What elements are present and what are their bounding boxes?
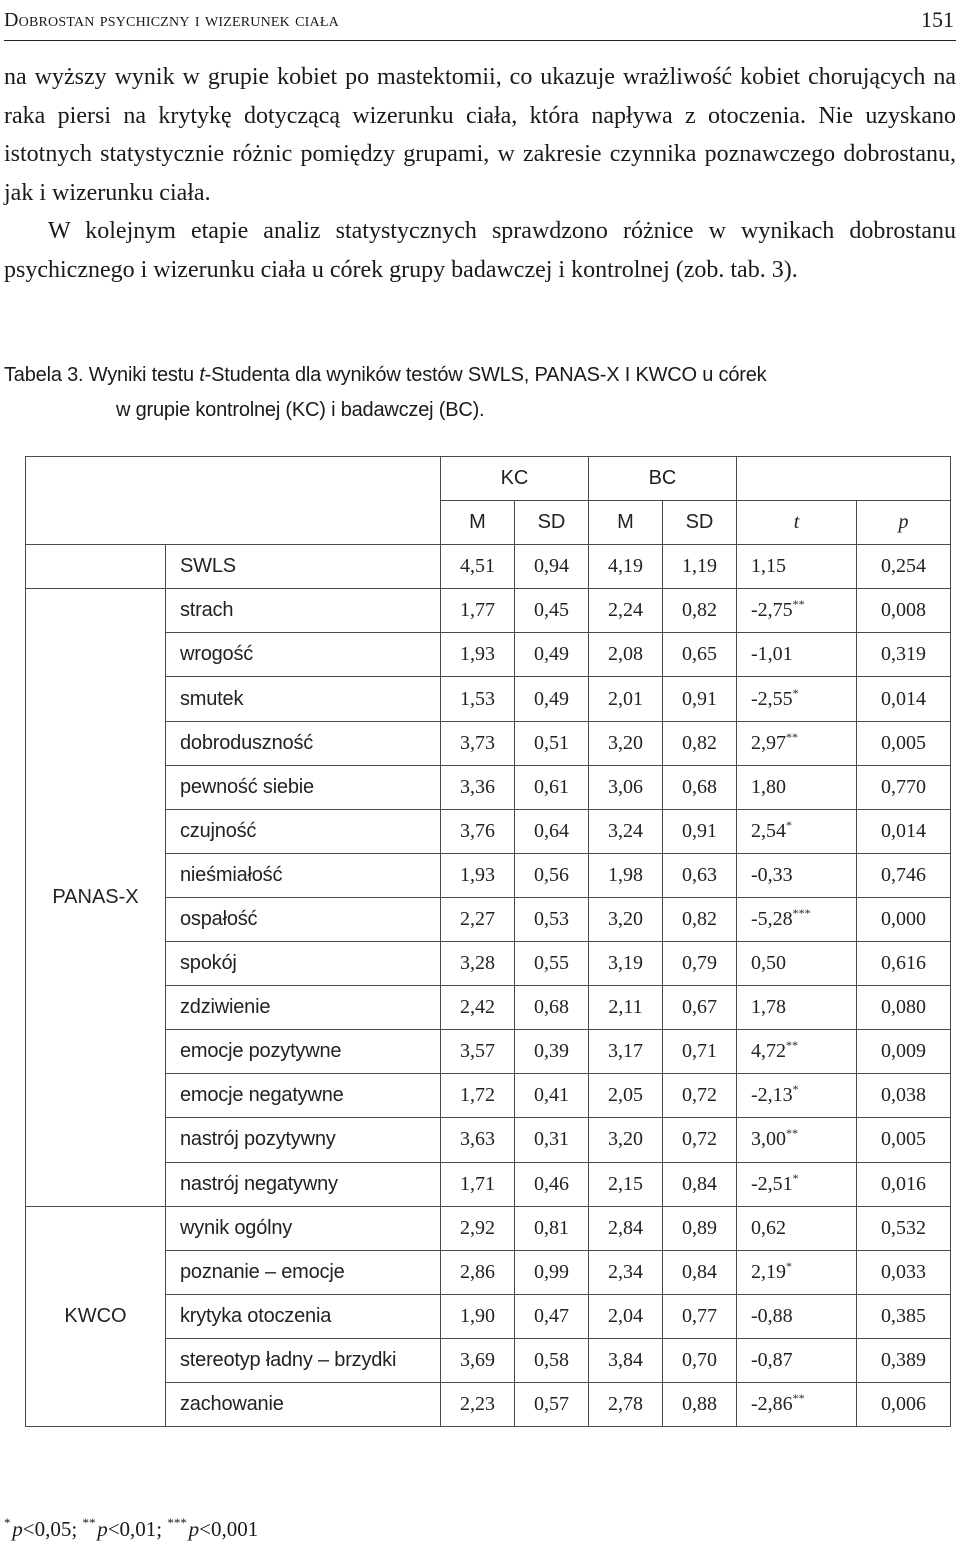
caption-t-italic: t <box>199 364 205 386</box>
t-cell <box>737 545 857 589</box>
t-cell <box>737 677 857 721</box>
m-bc-cell: 3,06 <box>589 765 663 809</box>
row-label: ospałość <box>166 897 441 941</box>
m-bc-cell: 2,24 <box>589 589 663 633</box>
significance-mark: * <box>792 685 799 700</box>
sd-kc-cell: 0,45 <box>515 589 589 633</box>
sd-bc-cell: 0,70 <box>663 1338 737 1382</box>
footnote-value-3: <0,001 <box>199 1517 259 1541</box>
table-row <box>26 545 951 589</box>
col-t: t <box>737 501 857 545</box>
t-cell <box>737 897 857 941</box>
table-corner <box>26 457 441 545</box>
m-kc-cell: 2,42 <box>441 986 515 1030</box>
p-cell: 0,389 <box>857 1338 951 1382</box>
body-text <box>4 58 956 289</box>
t-cell <box>737 986 857 1030</box>
table-body <box>26 545 951 1427</box>
bc-header: BC <box>589 457 737 501</box>
sd-bc-cell: 0,88 <box>663 1382 737 1426</box>
significance-mark: ** <box>792 1391 805 1406</box>
significance-mark: ** <box>786 729 798 744</box>
m-kc-cell: 3,63 <box>441 1118 515 1162</box>
footnote-value-1: <0,05; <box>22 1517 83 1541</box>
t-cell <box>737 765 857 809</box>
t-value: -2,51 <box>751 1172 793 1195</box>
significance-mark: * <box>792 1170 799 1185</box>
t-value: 1,80 <box>751 775 786 798</box>
sd-kc-cell: 0,58 <box>515 1338 589 1382</box>
m-kc-cell: 1,93 <box>441 633 515 677</box>
sd-bc-cell: 1,19 <box>663 545 737 589</box>
footnote-value-2: <0,01; <box>107 1517 168 1541</box>
significance-mark: ** <box>792 597 805 612</box>
significance-mark: ** <box>786 1038 798 1053</box>
footnote-p-1: p <box>12 1517 23 1541</box>
p-cell: 0,009 <box>857 1030 951 1074</box>
sd-kc-cell: 0,47 <box>515 1294 589 1338</box>
group-header-row <box>26 457 951 501</box>
paragraph-2: W kolejnym etapie analiz statystycznych sprawdzono różnice w wynikach dobrostanu psychicznego i wizerunku ciała u córek grupy badawczej i kontrolnej (zob. tab. 3). <box>4 218 956 283</box>
row-label: czujność <box>166 809 441 853</box>
footnote-p-2: p <box>97 1517 108 1541</box>
t-cell <box>737 1030 857 1074</box>
sd-kc-cell: 0,99 <box>515 1250 589 1294</box>
m-bc-cell: 2,11 <box>589 986 663 1030</box>
p-cell: 0,319 <box>857 633 951 677</box>
p-cell: 0,532 <box>857 1206 951 1250</box>
sd-bc-cell: 0,84 <box>663 1162 737 1206</box>
p-cell: 0,746 <box>857 853 951 897</box>
p-cell: 0,005 <box>857 721 951 765</box>
t-cell <box>737 1294 857 1338</box>
m-bc-cell: 2,01 <box>589 677 663 721</box>
sd-kc-cell: 0,31 <box>515 1118 589 1162</box>
t-value: 1,15 <box>751 555 786 578</box>
t-value: -2,86 <box>751 1393 793 1416</box>
header-blank <box>737 457 951 501</box>
m-kc-cell: 1,77 <box>441 589 515 633</box>
sd-kc-cell: 0,68 <box>515 986 589 1030</box>
row-label: strach <box>166 589 441 633</box>
table-row <box>26 1206 951 1250</box>
group-cell-panas: PANAS-X <box>26 589 166 1206</box>
t-cell <box>737 1162 857 1206</box>
sd-bc-cell: 0,82 <box>663 589 737 633</box>
t-cell <box>737 633 857 677</box>
col-m-kc: M <box>441 501 515 545</box>
t-value: -0,88 <box>751 1304 793 1327</box>
caption-prefix: Tabela 3. Wyniki testu <box>4 364 200 386</box>
t-value: -1,01 <box>751 643 793 666</box>
t-cell <box>737 1206 857 1250</box>
caption-line-2: w grupie kontrolnej (KC) i badawczej (BC). <box>116 399 485 421</box>
page-number: 151 <box>921 7 954 32</box>
sd-bc-cell: 0,65 <box>663 633 737 677</box>
m-kc-cell: 3,73 <box>441 721 515 765</box>
t-value: 0,62 <box>751 1216 786 1239</box>
m-bc-cell: 3,20 <box>589 1118 663 1162</box>
p-cell: 0,770 <box>857 765 951 809</box>
sd-kc-cell: 0,57 <box>515 1382 589 1426</box>
group-cell-swls <box>26 545 166 589</box>
row-label: zdziwienie <box>166 986 441 1030</box>
p-cell: 0,006 <box>857 1382 951 1426</box>
running-head <box>4 0 956 34</box>
p-cell: 0,038 <box>857 1074 951 1118</box>
paragraph-1: na wyższy wynik w grupie kobiet po mastektomii, co ukazuje wrażliwość kobiet chorujących na raka piersi na krytykę dotyczącą wizerunku ciała, która napływa z otoczenia. Nie uzyskano istotnych statystycznie różnic pomiędzy grupami, w zakresie czynnika poznawczego dobrostanu, jak i wizerunku ciała. <box>4 64 956 206</box>
m-bc-cell: 3,20 <box>589 897 663 941</box>
col-sd-bc: SD <box>663 501 737 545</box>
t-cell <box>737 1074 857 1118</box>
m-kc-cell: 1,93 <box>441 853 515 897</box>
t-value: -5,28 <box>751 907 793 930</box>
sd-bc-cell: 0,72 <box>663 1074 737 1118</box>
sd-kc-cell: 0,53 <box>515 897 589 941</box>
row-label: smutek <box>166 677 441 721</box>
sd-kc-cell: 0,41 <box>515 1074 589 1118</box>
p-cell: 0,014 <box>857 677 951 721</box>
footnote-star-1: * <box>4 1515 11 1530</box>
sd-bc-cell: 0,91 <box>663 809 737 853</box>
significance-footnote <box>4 1514 258 1544</box>
sd-bc-cell: 0,63 <box>663 853 737 897</box>
row-label: poznanie – emocje <box>166 1250 441 1294</box>
m-bc-cell: 3,84 <box>589 1338 663 1382</box>
significance-mark: ** <box>786 1126 798 1141</box>
p-cell: 0,033 <box>857 1250 951 1294</box>
sd-kc-cell: 0,55 <box>515 942 589 986</box>
m-bc-cell: 2,78 <box>589 1382 663 1426</box>
table-caption <box>4 358 956 428</box>
sd-kc-cell: 0,56 <box>515 853 589 897</box>
t-cell <box>737 809 857 853</box>
t-value: 4,72 <box>751 1040 786 1063</box>
col-p: p <box>857 501 951 545</box>
p-cell: 0,385 <box>857 1294 951 1338</box>
kc-header: KC <box>441 457 589 501</box>
col-sd-kc: SD <box>515 501 589 545</box>
sd-kc-cell: 0,39 <box>515 1030 589 1074</box>
m-kc-cell: 2,27 <box>441 897 515 941</box>
row-label: zachowanie <box>166 1382 441 1426</box>
footnote-p-3: p <box>188 1517 200 1541</box>
sd-bc-cell: 0,82 <box>663 721 737 765</box>
t-value: 0,50 <box>751 952 786 975</box>
sd-kc-cell: 0,64 <box>515 809 589 853</box>
significance-mark: *** <box>792 905 811 920</box>
sd-kc-cell: 0,61 <box>515 765 589 809</box>
p-cell: 0,016 <box>857 1162 951 1206</box>
t-cell <box>737 1382 857 1426</box>
m-bc-cell: 2,34 <box>589 1250 663 1294</box>
m-kc-cell: 1,53 <box>441 677 515 721</box>
row-label: spokój <box>166 942 441 986</box>
t-cell <box>737 1338 857 1382</box>
significance-mark: * <box>786 1258 792 1273</box>
sd-bc-cell: 0,68 <box>663 765 737 809</box>
t-cell <box>737 1250 857 1294</box>
t-value: 3,00 <box>751 1128 786 1151</box>
row-label: nastrój pozytywny <box>166 1118 441 1162</box>
row-label: nieśmiałość <box>166 853 441 897</box>
m-kc-cell: 1,72 <box>441 1074 515 1118</box>
row-label: emocje negatywne <box>166 1074 441 1118</box>
t-value: -2,75 <box>751 599 793 622</box>
m-bc-cell: 3,24 <box>589 809 663 853</box>
col-m-bc: M <box>589 501 663 545</box>
table-row <box>26 589 951 633</box>
m-kc-cell: 3,76 <box>441 809 515 853</box>
results-table <box>25 456 951 1427</box>
row-label: pewność siebie <box>166 765 441 809</box>
sd-kc-cell: 0,81 <box>515 1206 589 1250</box>
sd-kc-cell: 0,51 <box>515 721 589 765</box>
m-kc-cell: 2,23 <box>441 1382 515 1426</box>
p-cell: 0,254 <box>857 545 951 589</box>
t-cell <box>737 853 857 897</box>
m-bc-cell: 3,19 <box>589 942 663 986</box>
sd-bc-cell: 0,84 <box>663 1250 737 1294</box>
row-label: wynik ogólny <box>166 1206 441 1250</box>
m-kc-cell: 3,36 <box>441 765 515 809</box>
sd-bc-cell: 0,67 <box>663 986 737 1030</box>
sd-kc-cell: 0,49 <box>515 677 589 721</box>
p-cell: 0,008 <box>857 589 951 633</box>
row-label: dobroduszność <box>166 721 441 765</box>
m-kc-cell: 1,90 <box>441 1294 515 1338</box>
row-label: emocje pozytywne <box>166 1030 441 1074</box>
t-value: 2,19 <box>751 1260 786 1283</box>
sd-bc-cell: 0,91 <box>663 677 737 721</box>
running-head-title: Dobrostan psychiczny i wizerunek ciała <box>4 9 339 31</box>
significance-mark: * <box>786 817 792 832</box>
sd-kc-cell: 0,46 <box>515 1162 589 1206</box>
t-cell <box>737 942 857 986</box>
header-rule <box>4 40 956 41</box>
t-value: -2,55 <box>751 687 793 710</box>
m-kc-cell: 2,92 <box>441 1206 515 1250</box>
t-cell <box>737 1118 857 1162</box>
m-kc-cell: 2,86 <box>441 1250 515 1294</box>
m-bc-cell: 2,15 <box>589 1162 663 1206</box>
p-cell: 0,080 <box>857 986 951 1030</box>
m-bc-cell: 1,98 <box>589 853 663 897</box>
row-label: stereotyp ładny – brzydki <box>166 1338 441 1382</box>
m-kc-cell: 3,57 <box>441 1030 515 1074</box>
sd-kc-cell: 0,49 <box>515 633 589 677</box>
m-bc-cell: 4,19 <box>589 545 663 589</box>
t-value: -0,33 <box>751 863 793 886</box>
sd-bc-cell: 0,82 <box>663 897 737 941</box>
row-label: SWLS <box>166 545 441 589</box>
t-cell <box>737 589 857 633</box>
footnote-star-3: *** <box>167 1515 187 1530</box>
footnote-star-2: ** <box>82 1515 96 1530</box>
sd-bc-cell: 0,79 <box>663 942 737 986</box>
t-value: -0,87 <box>751 1348 793 1371</box>
m-kc-cell: 1,71 <box>441 1162 515 1206</box>
t-value: -2,13 <box>751 1084 793 1107</box>
sd-bc-cell: 0,72 <box>663 1118 737 1162</box>
sd-bc-cell: 0,89 <box>663 1206 737 1250</box>
m-bc-cell: 3,17 <box>589 1030 663 1074</box>
p-cell: 0,005 <box>857 1118 951 1162</box>
p-cell: 0,616 <box>857 942 951 986</box>
m-bc-cell: 2,05 <box>589 1074 663 1118</box>
t-value: 2,97 <box>751 731 786 754</box>
m-bc-cell: 2,04 <box>589 1294 663 1338</box>
m-kc-cell: 3,69 <box>441 1338 515 1382</box>
t-value: 2,54 <box>751 819 786 842</box>
m-bc-cell: 2,08 <box>589 633 663 677</box>
row-label: krytyka otoczenia <box>166 1294 441 1338</box>
t-value: 1,78 <box>751 996 786 1019</box>
m-bc-cell: 3,20 <box>589 721 663 765</box>
group-cell-kwco: KWCO <box>26 1206 166 1426</box>
t-cell <box>737 721 857 765</box>
row-label: nastrój negatywny <box>166 1162 441 1206</box>
m-bc-cell: 2,84 <box>589 1206 663 1250</box>
p-cell: 0,000 <box>857 897 951 941</box>
significance-mark: * <box>792 1082 799 1097</box>
sd-bc-cell: 0,71 <box>663 1030 737 1074</box>
row-label: wrogość <box>166 633 441 677</box>
p-cell: 0,014 <box>857 809 951 853</box>
m-kc-cell: 3,28 <box>441 942 515 986</box>
sd-bc-cell: 0,77 <box>663 1294 737 1338</box>
m-kc-cell: 4,51 <box>441 545 515 589</box>
caption-rest: -Studenta dla wyników testów SWLS, PANAS-X I KWCO u córek <box>204 364 767 386</box>
sd-kc-cell: 0,94 <box>515 545 589 589</box>
